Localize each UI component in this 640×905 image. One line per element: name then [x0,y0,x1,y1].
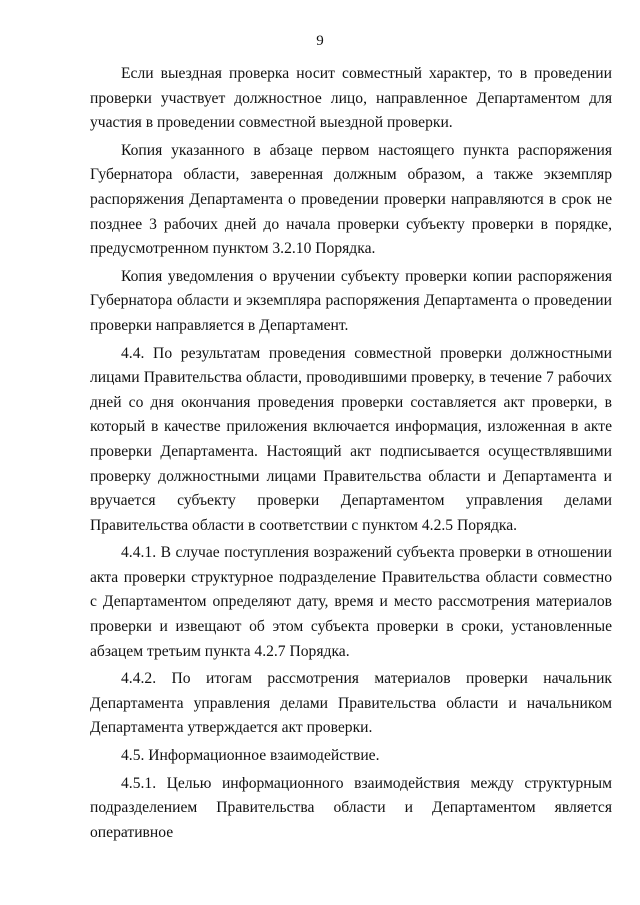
page-number: 9 [316,33,324,49]
paragraph: 4.4. По результатам проведения совместной проверки должностными лицами Правительства области, проводившими проверку, в течение 7 рабочих дней со дня окончания проведения проверки составляется акт проверки, в который в качестве приложения включается информация, изложенная в акте проверки Департамента. Настоящий акт подписывается осуществлявшими проверку должностными лицами Правительства области и Департамента и вручается субъекту проверки Департаментом управления делами Правительства области в соответствии с пунктом 4.2.5 Порядка. [90,344,612,534]
paragraph: 4.4.1. В случае поступления возражений субъекта проверки в отношении акта проверки структурное подразделение Правительства области совместно с Департаментом определяют дату, время и место рассмотрения материалов проверки и извещают об этом субъекта проверки в сроки, установленные абзацем третьим пункта 4.2.7 Порядка. [90,544,612,660]
document-body [90,62,612,848]
paragraph: Копия уведомления о вручении субъекту проверки копии распоряжения Губернатора области и экземпляра распоряжения Департамента о проведении проверки направляется в Департамент. [90,267,612,334]
paragraph: 4.4.2. По итогам рассмотрения материалов проверки начальник Департамента управления делами Правительства области и начальником Департамента утверждается акт проверки. [90,670,612,737]
paragraph: Если выездная проверка носит совместный характер, то в проведении проверки участвует должностное лицо, направленное Департаментом для участия в проведении совместной выездной проверки. [90,65,612,132]
paragraph: 4.5.1. Целью информационного взаимодействия между структурным подразделением Правительства области и Департаментом является оперативное [90,774,612,841]
paragraph: Копия указанного в абзаце первом настоящего пункта распоряжения Губернатора области, заверенная должным образом, а также экземпляр распоряжения Департамента о проведении проверки направляются в срок не позднее 3 рабочих дней до начала проверки субъекту проверки в порядке, предусмотренном пунктом 3.2.10 Порядка. [90,141,612,258]
paragraph: 4.5. Информационное взаимодействие. [121,747,380,765]
